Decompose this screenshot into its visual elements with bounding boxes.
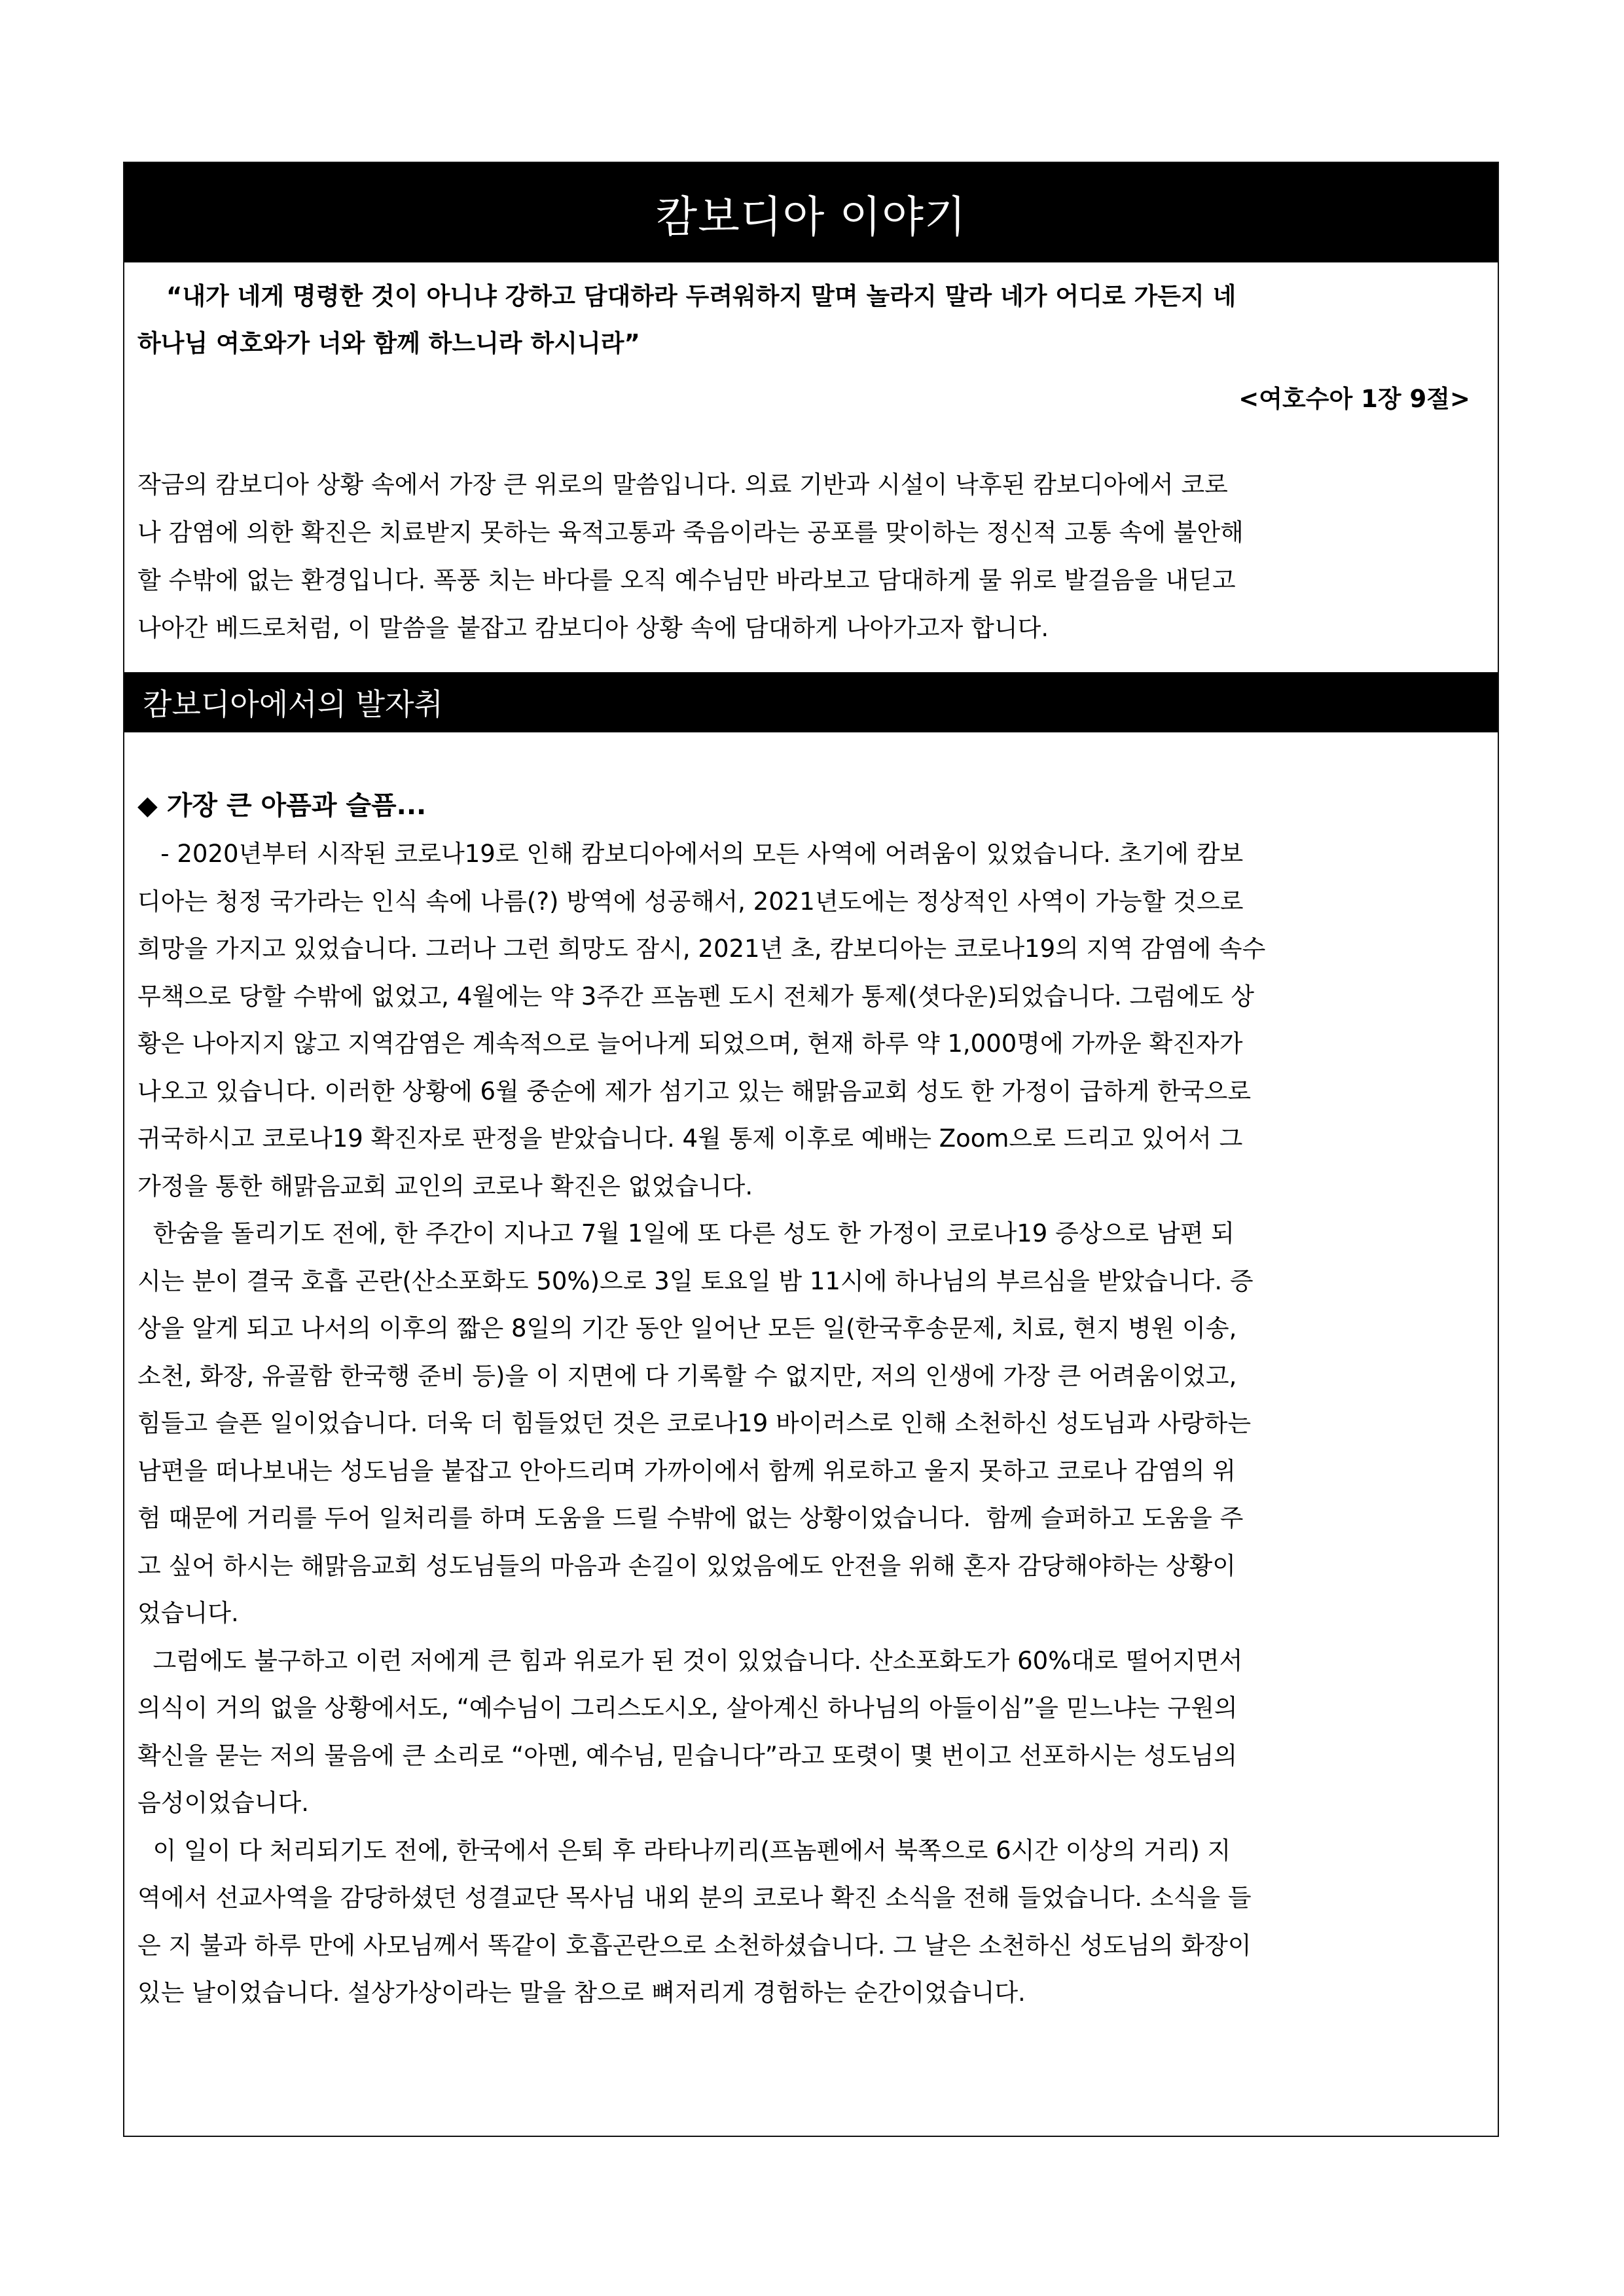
intro-line: 작금의 캄보디아 상황 속에서 가장 큰 위로의 말씀입니다. 의료 기반과 시설이 낙후된 캄보디아에서 코로 (137, 471, 1228, 499)
body-line: 확신을 묻는 저의 물음에 큰 소리로 “아멘, 예수님, 믿습니다”라고 또렷이 몇 번이고 선포하시는 성도님의 (137, 1741, 1238, 1770)
body-line: 무책으로 당할 수밖에 없었고, 4월에는 약 3주간 프놈펜 도시 전체가 통제(셧다운)되었습니다. 그럼에도 상 (137, 982, 1255, 1011)
body-line: 험 때문에 거리를 두어 일처리를 하며 도움을 드릴 수밖에 없는 상황이었습니다. 함께 슬퍼하고 도움을 주 (137, 1504, 1244, 1532)
body-line: 가정을 통한 해맑음교회 교인의 코로나 확진은 없었습니다. (137, 1172, 753, 1200)
body-line: 남편을 떠나보내는 성도님을 붙잡고 안아드리며 가까이에서 함께 위로하고 울지 못하고 코로나 감염의 위 (137, 1456, 1236, 1485)
body-line: 귀국하시고 코로나19 확진자로 판정을 받았습니다. 4월 통제 이후로 예배는 Zoom으로 드리고 있어서 그 (137, 1124, 1243, 1153)
page-title: 캄보디아 이야기 (655, 191, 967, 242)
intro-line: 나 감염에 의한 확진은 치료받지 못하는 육적고통과 죽음이라는 공포를 맞이하는 정신적 고통 속에 불안해 (137, 518, 1244, 547)
diamond-bullet-icon: ◆ (137, 791, 158, 821)
body-line: 의식이 거의 없을 상황에서도, “예수님이 그리스도시오, 살아계신 하나님의 아들이심”을 믿느냐는 구원의 (137, 1694, 1238, 1722)
intro-line: 할 수밖에 없는 환경입니다. 폭풍 치는 바다를 오직 예수님만 바라보고 담대하게 물 위로 발걸음을 내딛고 (137, 566, 1236, 594)
body-line: 있는 날이었습니다. 설상가상이라는 말을 참으로 뼈저리게 경험하는 순간이었습니다. (137, 1979, 1026, 2007)
quote-line: 하나님 여호와가 너와 함께 하느니라 하시니라” (137, 329, 640, 357)
body-text (137, 831, 1485, 2017)
subheading-text: 가장 큰 아픔과 슬픔... (166, 791, 427, 821)
body-line: - 2020년부터 시작된 코로나19로 인해 캄보디아에서의 모든 사역에 어려움이 있었습니다. 초기에 캄보 (137, 840, 1244, 868)
body-line: 이 일이 다 처리되기도 전에, 한국에서 은퇴 후 라타나끼리(프놈펜에서 북쪽으로 6시간 이상의 거리) 지 (137, 1836, 1231, 1865)
body-line: 디아는 청정 국가라는 인식 속에 나름(?) 방역에 성공해서, 2021년도에는 정상적인 사역이 가능할 것으로 (137, 887, 1244, 916)
section-header-bar (124, 672, 1498, 732)
scripture-reference: <여호수아 1장 9절> (1238, 385, 1470, 413)
body-line: 음성이었습니다. (137, 1789, 309, 1817)
section-title: 캄보디아에서의 발자취 (143, 687, 443, 722)
body-line: 황은 나아지지 않고 지역감염은 계속적으로 늘어나게 되었으며, 현재 하루 약 1,000명에 가까운 확진자가 (137, 1030, 1243, 1058)
quote-line: “내가 네게 명령한 것이 아니냐 강하고 담대하라 두려워하지 말며 놀라지 말라 네가 어디로 가든지 네 (166, 282, 1236, 310)
body-line: 소천, 화장, 유골함 한국행 준비 등)을 이 지면에 다 기록할 수 없지만, 저의 인생에 가장 큰 어려움이었고, (137, 1361, 1237, 1390)
intro-line: 나아간 베드로처럼, 이 말씀을 붙잡고 캄보디아 상황 속에 담대하게 나아가고자 합니다. (137, 614, 1049, 642)
body-line: 상을 알게 되고 나서의 이후의 짧은 8일의 기간 동안 일어난 모든 일(한국후송문제, 치료, 현지 병원 이송, (137, 1314, 1237, 1342)
body-line: 은 지 불과 하루 만에 사모님께서 똑같이 호흡곤란으로 소천하셨습니다. 그 날은 소천하신 성도님의 화장이 (137, 1931, 1252, 1960)
title-bar (124, 163, 1498, 262)
body-line: 고 싶어 하시는 해맑음교회 성도님들의 마음과 손길이 있었음에도 안전을 위해 혼자 감당해야하는 상황이 (137, 1551, 1236, 1580)
body-line: 희망을 가지고 있었습니다. 그러나 그런 희망도 잠시, 2021년 초, 캄보디아는 코로나19의 지역 감염에 속수 (137, 935, 1266, 963)
document-frame (123, 162, 1499, 2137)
scripture-quote (137, 273, 1485, 367)
body-line: 시는 분이 결국 호흡 곤란(산소포화도 50%)으로 3일 토요일 밤 11시에 하나님의 부르심을 받았습니다. 증 (137, 1266, 1254, 1295)
intro-paragraph (137, 461, 1485, 652)
body-line: 나오고 있습니다. 이러한 상황에 6월 중순에 제가 섬기고 있는 해맑음교회 성도 한 가정이 급하게 한국으로 (137, 1077, 1252, 1105)
body-line: 그럼에도 불구하고 이런 저에게 큰 힘과 위로가 된 것이 있었습니다. 산소포화도가 60%대로 떨어지면서 (137, 1646, 1243, 1675)
body-line: 었습니다. (137, 1599, 239, 1627)
body-line: 한숨을 돌리기도 전에, 한 주간이 지나고 7월 1일에 또 다른 성도 한 가정이 코로나19 증상으로 남편 되 (137, 1219, 1235, 1247)
subheading (137, 785, 426, 822)
body-line: 힘들고 슬픈 일이었습니다. 더욱 더 힘들었던 것은 코로나19 바이러스로 인해 소천하신 성도님과 사랑하는 (137, 1409, 1252, 1437)
body-line: 역에서 선교사역을 감당하셨던 성결교단 목사님 내외 분의 코로나 확진 소식을 전해 들었습니다. 소식을 들 (137, 1884, 1252, 1912)
